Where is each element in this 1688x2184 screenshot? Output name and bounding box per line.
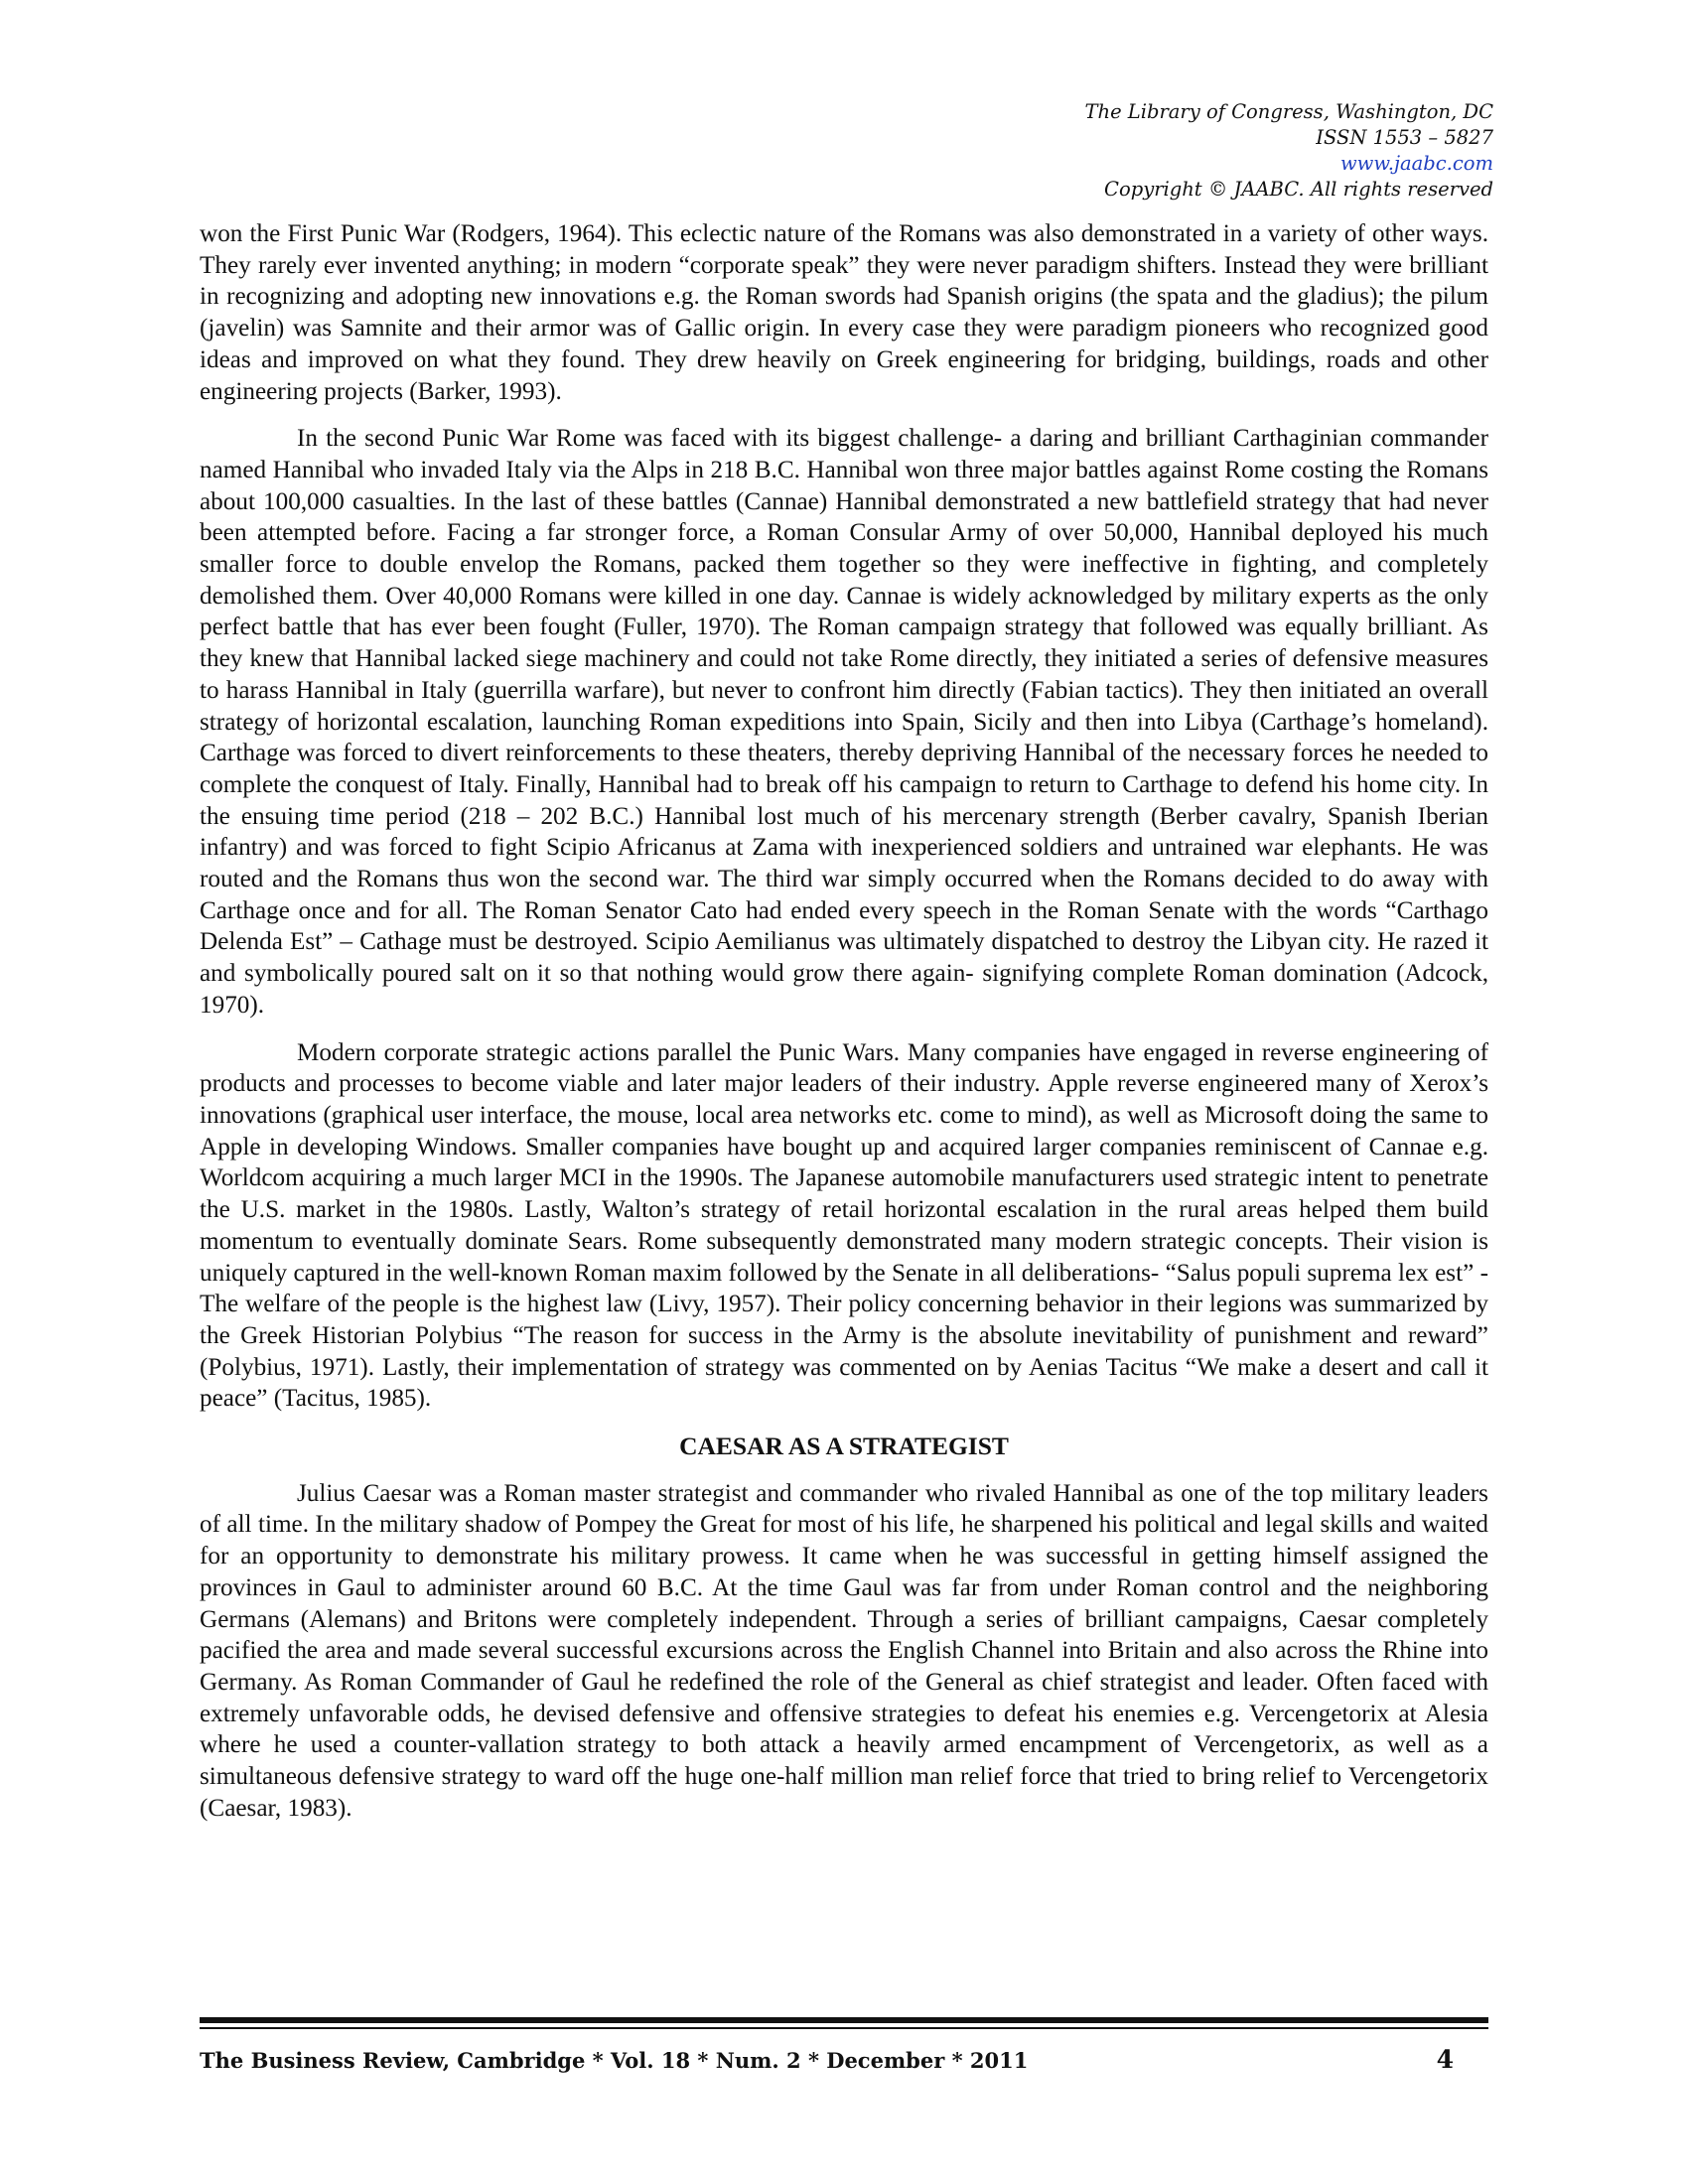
page-number: 4 bbox=[1436, 2045, 1454, 2074]
paragraph-second-punic-war: In the second Punic War Rome was faced with its biggest challenge- a daring and brilliant Carthaginian commander named Hannibal who invaded Italy via the Alps in 218 B.C. Hannibal won three major battles against Rome costing the Romans about 100,000 casualties. In the last of these battles (Cannae) Hannibal demonstrated a new battlefield strategy that had never been attempted before. Facing a far stronger force, a Roman Consular Army of over 50,000, Hannibal deployed his much smaller force to double envelop the Romans, packed them together so they were ineffective in fighting, and completely demolished them. Over 40,000 Romans were killed in one day. Cannae is widely acknowledged by military experts as the only perfect battle that has ever been fought (Fuller, 1970). The Roman campaign strategy that followed was equally brilliant. As they knew that Hannibal lacked siege machinery and could not take Rome directly, they initiated a series of defensive measures to harass Hannibal in Italy (guerrilla warfare), but never to confront him directly (Fabian tactics). They then initiated an overall strategy of horizontal escalation, launching Roman expeditions into Spain, Sicily and then into Libya (Carthage’s homeland). Carthage was forced to divert reinforcements to these theaters, thereby depriving Hannibal of the necessary forces he needed to complete the conquest of Italy. Finally, Hannibal had to break off his campaign to return to Carthage to defend his home city. In the ensuing time period (218 – 202 B.C.) Hannibal lost much of his mercenary strength (Berber cavalry, Spanish Iberian infantry) and was forced to fight Scipio Africanus at Zama with inexperienced soldiers and untrained war elephants. He was routed and the Romans thus won the second war. The third war simply occurred when the Romans decided to do away with Carthage once and for all. The Roman Senator Cato had ended every speech in the Roman Senate with the words “Carthago Delenda Est” – Cathage must be destroyed. Scipio Aemilianus was ultimately dispatched to destroy the Libyan city. He razed it and symbolically poured salt on it so that nothing would grow there again- signifying complete Roman domination (Adcock, 1970). bbox=[200, 425, 1488, 1019]
header-copyright-line: Copyright © JAABC. All rights reserved bbox=[1104, 178, 1493, 201]
header-library-line: The Library of Congress, Washington, DC bbox=[1084, 100, 1493, 123]
footer-divider-thin bbox=[200, 2027, 1488, 2029]
paragraph-julius-caesar: Julius Caesar was a Roman master strategist and commander who rivaled Hannibal as one of the top military leaders of all time. In the military shadow of Pompey the Great for most of his life, he sharpened his political and legal skills and waited for an opportunity to demonstrate his military prowess. It came when he was successful in getting himself assigned the provinces in Gaul to administer around 60 B.C. At the time Gaul was far from under Roman control and the neighboring Germans (Alemans) and Britons were completely independent. Through a series of brilliant campaigns, Caesar completely pacified the area and made several successful excursions across the English Channel into Britain and also across the Rhine into Germany. As Roman Commander of Gaul he redefined the role of the General as chief strategist and leader. Often faced with extremely unfavorable odds, he devised defensive and offensive strategies to defeat his enemies e.g. Vercengetorix at Alesia where he used a counter-vallation strategy to both attack a heavily armed encampment of Vercengetorix, as well as a simultaneous defensive strategy to ward off the huge one-half million man relief force that tried to bring relief to Vercengetorix (Caesar, 1983). bbox=[200, 1479, 1488, 1822]
journal-header bbox=[898, 99, 1493, 203]
header-issn-line: ISSN 1553 – 5827 bbox=[1316, 126, 1493, 149]
article-body bbox=[200, 218, 1488, 1840]
footer-divider-thick bbox=[200, 2017, 1488, 2023]
paragraph-modern-corporate-parallels: Modern corporate strategic actions parallel the Punic Wars. Many companies have engaged in reverse engineering of products and processes to become viable and later major leaders of their industry. Apple reverse engineered many of Xerox’s innovations (graphical user interface, the mouse, local area networks etc. come to mind), as well as Microsoft doing the same to Apple in developing Windows. Smaller companies have bought up and acquired larger companies reminiscent of Cannae e.g. Worldcom acquiring a much larger MCI in the 1990s. The Japanese automobile manufacturers used strategic intent to penetrate the U.S. market in the 1980s. Lastly, Walton’s strategy of retail horizontal escalation in the rural areas helped them build momentum to eventually dominate Sears. Rome subsequently demonstrated many modern strategic concepts. Their vision is uniquely captured in the well-known Roman maxim followed by the Senate in all deliberations- “Salus populi suprema lex est” - The welfare of the people is the highest law (Livy, 1957). Their policy concerning behavior in their legions was summarized by the Greek Historian Polybius “The reason for success in the Army is the absolute inevitability of punishment and reward” (Polybius, 1971). Lastly, their implementation of strategy was commented on by Aenias Tacitus “We make a desert and call it peace” (Tacitus, 1985). bbox=[200, 1038, 1488, 1413]
paragraph-punic-war-continued: won the First Punic War (Rodgers, 1964). This eclectic nature of the Romans was also demonstrated in a variety of other ways. They rarely ever invented anything; in modern “corporate speak” they were never paradigm shifters. Instead they were brilliant in recognizing and adopting new innovations e.g. the Roman swords had Spanish origins (the spata and the gladius); the pilum (javelin) was Samnite and their armor was of Gallic origin. In every case they were paradigm pioneers who recognized good ideas and improved on what they found. They drew heavily on Greek engineering for bridging, buildings, roads and other engineering projects (Barker, 1993). bbox=[200, 220, 1488, 405]
footer-journal-citation: The Business Review, Cambridge * Vol. 18 * Num. 2 * December * 2011 bbox=[200, 2048, 1029, 2073]
section-heading: CAESAR AS A STRATEGIST bbox=[679, 1432, 1009, 1461]
header-website-link[interactable]: www.jaabc.com bbox=[1339, 152, 1493, 175]
